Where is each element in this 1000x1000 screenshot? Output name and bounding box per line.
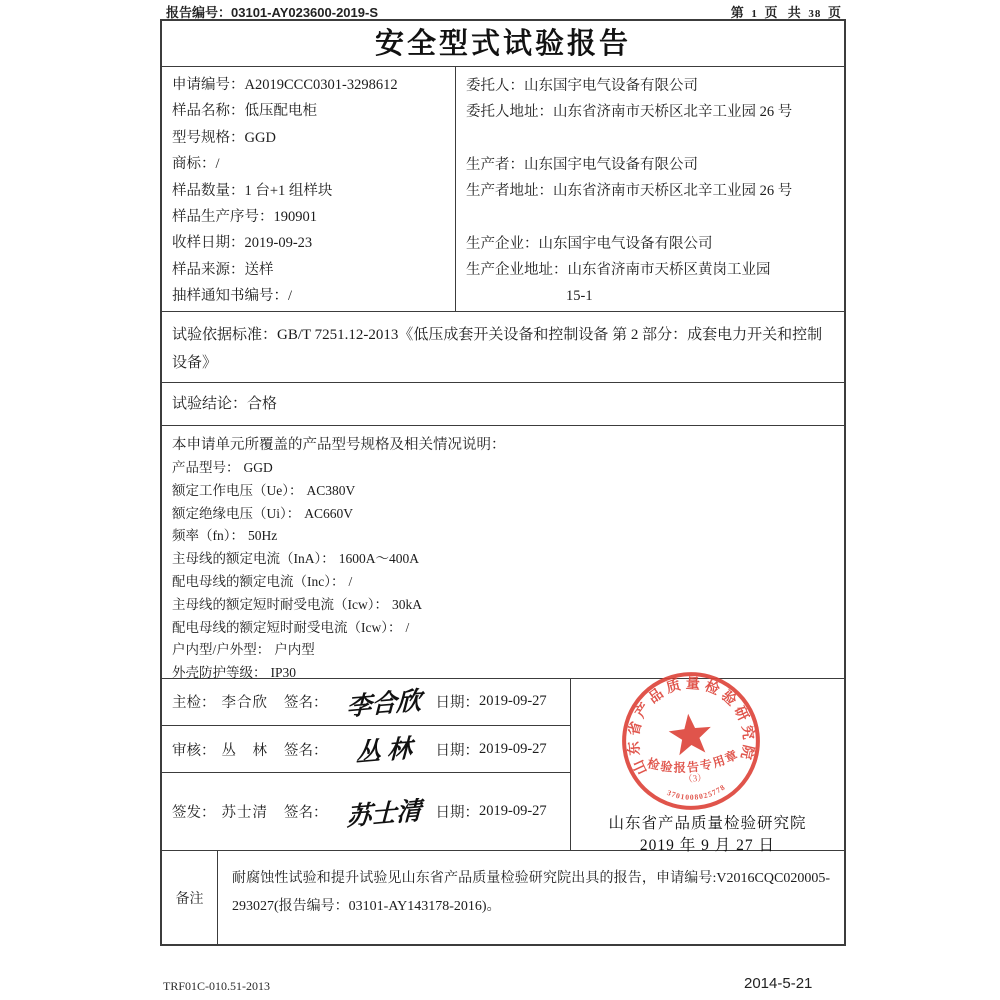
coverage-line: 额定绝缘电压（Ui）： AC660V [172, 505, 354, 521]
remark-text: 耐腐蚀性试验和提升试验见山东省产品质量检验研究院出具的报告，申请编号:V2016CQC020005-293027(报告编号：03101-AY143178-2016)。 [232, 871, 830, 914]
remark-section [162, 851, 844, 944]
info-line: 生产者：山东国宇电气设备有限公司 [466, 157, 698, 173]
coverage-line: 配电母线的额定短时耐受电流（Icw）： / [172, 619, 410, 635]
info-line: 样品名称：低压配电柜 [172, 103, 317, 120]
report-title: 安全型式试验报告 [162, 21, 844, 67]
page-word: 第 [730, 5, 745, 20]
report-table [160, 19, 846, 946]
coverage-line: 主母线的额定电流（InA）： 1600A～400A [172, 551, 419, 567]
seal-inner-text: 检验报告专用章 [646, 747, 742, 775]
conclusion-value: 合格 [247, 396, 278, 412]
info-section [162, 67, 844, 312]
page-word: 页 [764, 5, 779, 20]
handwritten-signature: 苏士清 [345, 797, 422, 832]
signature-rows [162, 679, 571, 850]
stamp-cell [571, 675, 844, 854]
signature-section [162, 675, 844, 854]
coverage-section [162, 426, 844, 679]
producer-group [466, 152, 838, 204]
info-line: 商标：/ [172, 156, 220, 173]
page-total: 38 [808, 8, 822, 20]
info-line: 申请编号：A2019CCC0301-3298612 [172, 77, 398, 93]
info-line: 生产企业地址：山东省济南市天桥区黄岗工业园 [466, 262, 771, 278]
client-group [466, 73, 838, 125]
info-line: 样品生产序号：190901 [172, 209, 317, 226]
handwritten-signature: 丛 林 [355, 735, 412, 768]
page-word: 页 [827, 5, 842, 20]
info-line: 抽样通知书编号：/ [172, 288, 293, 305]
conclusion-label: 试验结论： [172, 396, 248, 412]
test-standard-row [162, 312, 844, 383]
seal-number: （3） [683, 772, 707, 785]
coverage-line: 产品型号： GGD [172, 460, 273, 475]
page-current: 1 [751, 8, 758, 20]
info-line: 型号规格：GGD [172, 129, 276, 146]
seal-code: 3701008025778 [665, 782, 728, 802]
info-line: 样品来源：送样 [172, 261, 274, 278]
chief-inspector-row: 主检： 李合欣 签名： 李合欣 日期： 2019-09-27 [162, 679, 570, 726]
standard-value: GB/T 7251.12-2013《低压成套开关设备和控制设备 第 2 部分：成套电力开关和控制设备》 [172, 327, 823, 371]
coverage-line: 配电母线的额定电流（Inc）： / [172, 573, 353, 589]
standard-label: 试验依据标准： [172, 327, 278, 343]
manufacturer-group [466, 231, 838, 309]
conclusion-row [162, 383, 844, 426]
sample-info-cell [162, 67, 456, 311]
official-seal-icon [607, 657, 774, 824]
info-line: 生产企业：山东国宇电气设备有限公司 [466, 236, 713, 252]
coverage-line: 外壳防护等级： IP30 [172, 665, 297, 681]
seal-ring-text: 山东省产品质量检验研究院 [625, 675, 757, 777]
stamp-date: 2019 年 9 月 27 日 [639, 837, 776, 854]
coverage-line: 额定工作电压（Ue）： AC380V [172, 482, 356, 498]
footer-date: 2014-5-21 [744, 975, 813, 992]
coverage-line: 主母线的额定短时耐受电流（Icw）： 30kA [172, 596, 422, 612]
coverage-line: 频率（fn）： 50Hz [172, 528, 278, 544]
info-line: 生产者地址：山东省济南市天桥区北辛工业园 26 号 [466, 183, 793, 199]
remark-label: 备注 [162, 851, 218, 944]
reviewer-row: 审核： 丛 林 签名： 丛 林 日期： 2019-09-27 [162, 726, 570, 774]
coverage-line: 户内型/户外型： 户内型 [172, 642, 315, 658]
address-line2: 15-1 [566, 288, 593, 304]
client-info-cell [456, 67, 844, 311]
report-number-value: 03101-AY023600-2019-S [231, 5, 378, 20]
issuer-row: 签发： 苏士清 签名： 苏士清 日期： 2019-09-27 [162, 773, 570, 850]
page-word: 共 [787, 5, 802, 20]
report-number-label: 报告编号： [166, 5, 232, 20]
coverage-heading: 本申请单元所覆盖的产品型号规格及相关情况说明： [172, 437, 506, 453]
form-code: TRF01C-010.51-2013 [163, 979, 271, 993]
handwritten-signature: 李合欣 [345, 687, 422, 722]
institute-name: 山东省产品质量检验研究院 [608, 815, 807, 832]
info-line: 委托人地址：山东省济南市天桥区北辛工业园 26 号 [466, 104, 793, 120]
info-line: 委托人：山东国宇电气设备有限公司 [466, 78, 698, 94]
info-line: 样品数量：1 台+1 组样块 [172, 182, 333, 199]
info-line: 收样日期：2019-09-23 [172, 235, 313, 252]
seal-star-icon [667, 712, 713, 757]
